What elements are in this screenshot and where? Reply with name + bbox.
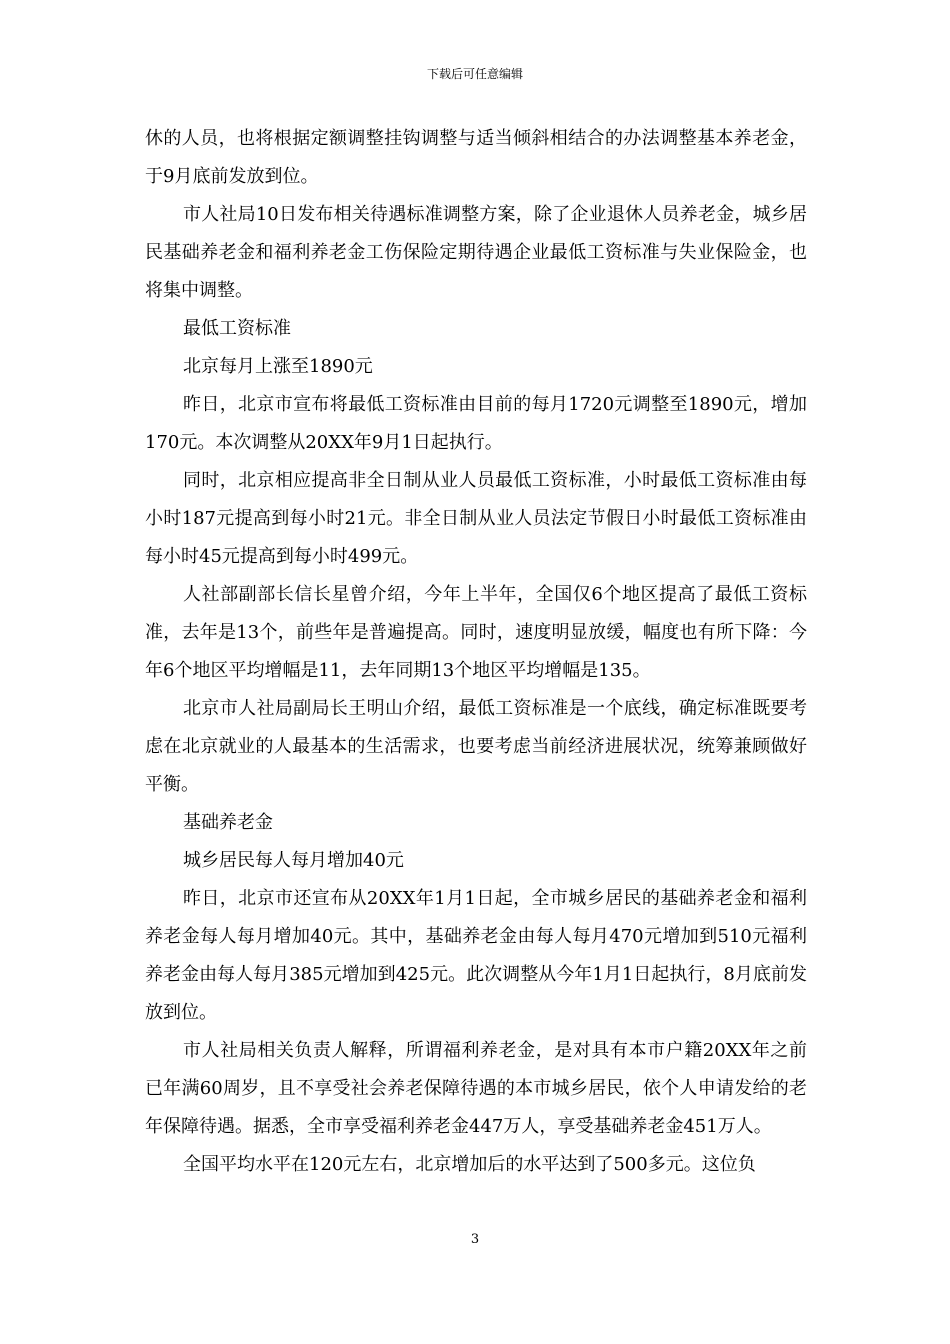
section-subheading: 城乡居民每人每月增加40元	[183, 850, 404, 871]
page-header: 下载后可任意编辑	[426, 67, 523, 81]
paragraph: 昨日，北京市还宣布从20XX年1月1日起，全市城乡居民的基础养老金和福利养老金每人每月增加40元。其中，基础养老金由每人每月470元增加到510元福利养老金由每人每月385元增加到425元。此次调整从今年1月1日起执行，8月底前发放到位。	[145, 888, 807, 1023]
paragraph: 北京市人社局副局长王明山介绍，最低工资标准是一个底线，确定标准既要考虑在北京就业的人最基本的生活需求，也要考虑当前经济进展状况，统筹兼顾做好平衡。	[145, 698, 807, 795]
paragraph: 人社部副部长信长星曾介绍，今年上半年，全国仅6个地区提高了最低工资标准，去年是13个，前些年是普遍提高。同时，速度明显放缓，幅度也有所下降：今年6个地区平均增幅是11，去年同期13个地区平均增幅是135。	[145, 584, 807, 681]
paragraph: 全国平均水平在120元左右，北京增加后的水平达到了500多元。这位负	[183, 1154, 756, 1175]
page-number: 3	[470, 1232, 480, 1247]
document-body	[145, 120, 807, 1184]
section-subheading: 北京每月上涨至1890元	[183, 356, 373, 377]
paragraph: 市人社局相关负责人解释，所谓福利养老金，是对具有本市户籍20XX年之前已年满60周岁，且不享受社会养老保障待遇的本市城乡居民，依个人申请发给的老年保障待遇。据悉，全市享受福利养老金447万人，享受基础养老金451万人。	[145, 1040, 807, 1137]
paragraph: 同时，北京相应提高非全日制从业人员最低工资标准，小时最低工资标准由每小时187元提高到每小时21元。非全日制从业人员法定节假日小时最低工资标准由每小时45元提高到每小时499元。	[145, 470, 807, 567]
paragraph: 休的人员，也将根据定额调整挂钩调整与适当倾斜相结合的办法调整基本养老金，于9月底前发放到位。	[145, 128, 807, 187]
section-heading: 最低工资标准	[183, 318, 291, 339]
section-heading: 基础养老金	[183, 812, 273, 833]
paragraph: 市人社局10日发布相关待遇标准调整方案，除了企业退休人员养老金，城乡居民基础养老金和福利养老金工伤保险定期待遇企业最低工资标准与失业保险金，也将集中调整。	[145, 204, 807, 301]
paragraph: 昨日，北京市宣布将最低工资标准由目前的每月1720元调整至1890元，增加170元。本次调整从20XX年9月1日起执行。	[145, 394, 807, 453]
